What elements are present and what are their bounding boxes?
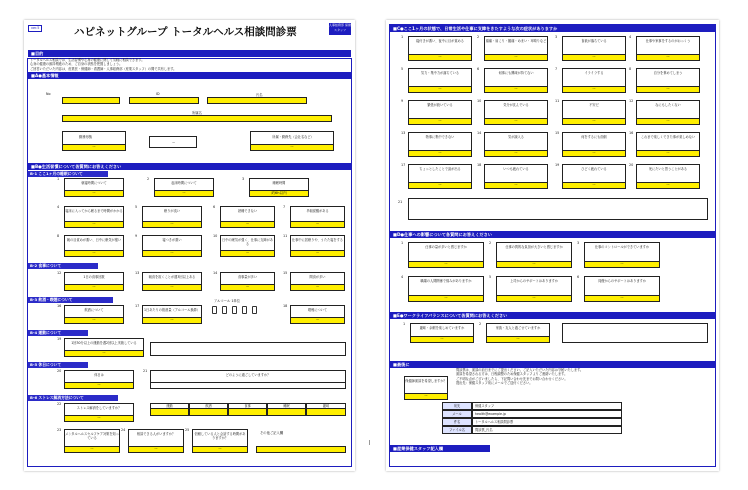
- b6-q25: 25 信頼している人と会話する時間がありますか？ ー: [192, 429, 248, 453]
- b1-q2-answer[interactable]: ー: [154, 190, 214, 197]
- d-q5-answer[interactable]: ー: [496, 295, 572, 302]
- no-label: No: [46, 92, 51, 96]
- b1-q3: 3 睡眠時間 約6h以内: [249, 178, 309, 197]
- c-q2: 2 頭痛・肩こり・腰痛・めまい・耳鳴りなど ー: [477, 35, 547, 59]
- d-q1: 1 仕事の量が多いと感じますか ー: [408, 242, 484, 268]
- contact-row: [442, 402, 622, 410]
- b2-q14: 14 食事量が多い ー: [220, 272, 275, 291]
- b3-q16-answer[interactable]: ー: [64, 317, 124, 324]
- version-tag: ver.5: [28, 25, 42, 32]
- b1-q1-answer[interactable]: ー: [64, 190, 124, 197]
- stress-cell[interactable]: [306, 408, 346, 416]
- b2-q13-answer[interactable]: ー: [142, 284, 202, 291]
- c-q19: 19 ひどく疲れている ー: [562, 164, 626, 189]
- d-q4: 4 職場の人間関係で悩みがありますか ー: [408, 276, 484, 302]
- d-q5: 5 上司からのサポートはありますか ー: [496, 276, 572, 302]
- b2-q12-answer[interactable]: ー: [64, 284, 124, 291]
- b1-q6-answer[interactable]: ー: [220, 221, 275, 228]
- page-title: ハピネットグループ トータルヘルス相談問診票: [74, 26, 297, 38]
- b1-q5: 5 眠りが浅い ー: [142, 206, 202, 228]
- b1-q9-answer[interactable]: ー: [142, 250, 202, 257]
- company-answer[interactable]: ー: [250, 144, 334, 151]
- section-b-header: ■B●生活習慣について各質問にお答えください: [28, 163, 351, 170]
- b3-q16: 16 飲酒について ー: [64, 305, 124, 324]
- b2-q14-answer[interactable]: ー: [220, 284, 275, 291]
- c-q11-answer[interactable]: ー: [562, 118, 626, 125]
- page-divider: [369, 440, 370, 445]
- b1-q8: 8 朝の目覚めが悪い、日中に眠気が強い ー: [64, 235, 124, 257]
- d-q3: 3 仕事のコントロールができていますか ー: [584, 242, 660, 268]
- b6-q25-answer[interactable]: ー: [192, 446, 248, 453]
- b2-q15-answer[interactable]: ー: [290, 284, 345, 291]
- e-q1: 1 趣味・余暇を楽しめていますか ー: [410, 323, 474, 343]
- page-2: [386, 20, 719, 471]
- c-q10: 10 気分が沈んでいる ー: [484, 100, 548, 125]
- b1-q3-answer[interactable]: 約6h以内: [249, 190, 309, 197]
- b5-q20: 20 休日は ー: [64, 370, 134, 389]
- contact-value: トータルヘルス相談問診票: [472, 418, 622, 426]
- c-q15: 15 何をするにも面倒 ー: [562, 132, 626, 157]
- contact-row: [442, 418, 622, 426]
- stress-cell[interactable]: [267, 408, 306, 416]
- c-q8-answer[interactable]: ー: [636, 86, 700, 93]
- stress-header: 飲酒: [189, 403, 228, 410]
- contact-value: 保健スタッフ: [472, 402, 622, 410]
- stress-cell[interactable]: [189, 408, 228, 416]
- purpose-header: ■目的: [28, 50, 351, 57]
- sub-b3-header: B-3 飲酒・喫煙について: [28, 297, 113, 303]
- b5-q21-answer[interactable]: [150, 382, 346, 389]
- d-q6: 6 同僚からのサポートはありますか ー: [584, 276, 660, 302]
- stress-method-cells: [150, 408, 346, 416]
- purpose-line: トータルヘルス相談では、生活習慣や心身の健康に関して気軽に相談できます。: [30, 58, 145, 62]
- staff-stamp: 人事総務部 保健スタッフ: [329, 23, 351, 35]
- b1-q1: 1 就寝時間について ー: [64, 178, 124, 197]
- c-q12-answer[interactable]: ー: [636, 118, 700, 125]
- c-q6-answer[interactable]: ー: [484, 86, 548, 93]
- staff-notes-header: ■産業保健スタッフ記入欄: [390, 445, 490, 452]
- contact-value: health@example.jp: [472, 410, 622, 418]
- b4-q19-answer[interactable]: ー: [64, 350, 144, 357]
- b1-q11: 11 仕事中に居眠りや、うたた寝をする ー: [290, 235, 345, 257]
- c-q10-answer[interactable]: ー: [484, 118, 548, 125]
- c-q7-answer[interactable]: ー: [562, 86, 626, 93]
- beer-icon: [212, 306, 217, 314]
- purpose-line: ご回答いただいた内容は、産業医・保健師・看護師・人事総務部（産業スタッフ）の間で共有します。: [30, 66, 177, 71]
- b2-q13: 13 朝食を抜くことが週3回以上ある ー: [142, 272, 202, 291]
- b1-q2: 2 起床時間について ー: [154, 178, 214, 197]
- b6-q24-answer[interactable]: ー: [128, 446, 184, 453]
- b6-q22-answer[interactable]: ー: [64, 415, 134, 422]
- b3-q18-answer[interactable]: ー: [290, 317, 345, 324]
- c-q14: 14 気が滅入る ー: [484, 132, 548, 157]
- sub-b5-header: B-5 休日について: [28, 362, 88, 368]
- c-q18-answer[interactable]: ー: [484, 182, 548, 189]
- d-q4-answer[interactable]: ー: [408, 295, 484, 302]
- b5-q20-answer[interactable]: ー: [64, 382, 134, 389]
- c-q7: 7 イライラする ー: [562, 68, 626, 93]
- id-label: ID: [156, 92, 160, 96]
- b6-q23: 23 メンタルヘルスセルフケア対策を知っている ー: [57, 428, 119, 451]
- e-q1-answer[interactable]: ー: [410, 336, 474, 343]
- c-q21-number: 21: [398, 200, 403, 204]
- b2-q15: 15 間食が多い ー: [290, 272, 345, 291]
- other-notes-field[interactable]: [256, 446, 346, 453]
- c-q20: 20 死にたいと思うことがある ー: [636, 164, 700, 189]
- f-question: 保健師面談を希望しますか？ ー: [404, 376, 448, 400]
- b1-q8-answer[interactable]: ー: [64, 250, 124, 257]
- c-q1: 1 寝付きが悪い、夜中に目が覚める ー: [408, 36, 472, 61]
- d-q1-answer[interactable]: ー: [408, 261, 484, 268]
- name-label: 氏名: [256, 93, 263, 97]
- contact-row: [442, 410, 622, 418]
- dept-label: 所属名: [192, 111, 202, 115]
- c-q16-answer[interactable]: ー: [636, 150, 700, 157]
- b1-q6: 6 熟睡できない ー: [220, 206, 275, 228]
- c-q1-answer[interactable]: ー: [408, 54, 472, 61]
- b1-q4-answer[interactable]: ー: [64, 221, 124, 228]
- b1-q4: 4 寝床に入ってから眠るまで時間がかかる ー: [57, 205, 123, 226]
- c-q6: 6 何事にも興味が持てない ー: [484, 68, 548, 93]
- b6-q22: 22 ストレス解消をしていますか？ ー: [64, 403, 134, 422]
- stress-header: 睡眠: [267, 403, 306, 410]
- b4-q19: 19 1回30分以上の運動を週2回以上実施している ー: [64, 338, 144, 357]
- b5-q21: 21 どのように過ごしていますか？: [150, 370, 346, 389]
- b1-q9: 9 寝つきが悪い ー: [142, 235, 202, 257]
- section-e-header: ■E●ワークライフバランスについて各質問にお答えください: [390, 312, 715, 319]
- b1-q7-answer[interactable]: ー: [290, 221, 345, 228]
- c-q8: 8 自分を責めてしまう ー: [636, 68, 700, 93]
- b6-q24: 24 相談できる人がいますか？ ー: [128, 429, 184, 453]
- b1-q5-answer[interactable]: ー: [142, 221, 202, 228]
- c-q5: 5 気力・集中力が落ちている ー: [408, 68, 472, 93]
- c-q9-answer[interactable]: ー: [408, 118, 472, 125]
- work-type-detail-value: ー: [172, 141, 176, 145]
- f-notes: [456, 368, 711, 386]
- b6-q23-answer[interactable]: ー: [64, 446, 120, 453]
- work-type-box: [62, 131, 126, 151]
- page-1: [24, 20, 355, 471]
- company-box: [250, 131, 334, 151]
- chuhai-icon: [252, 306, 257, 314]
- sub-b6-header: B-6 ストレス解消方法について: [28, 395, 118, 401]
- c-q3: 3 食欲が落ちている ー: [562, 36, 626, 61]
- id-field[interactable]: [129, 97, 199, 104]
- c-q13: 13 物事に集中できない ー: [408, 132, 472, 157]
- contact-key: ファイル名: [442, 426, 472, 434]
- work-type-detail: [149, 136, 197, 148]
- e-notes[interactable]: [562, 323, 708, 343]
- purpose-text: [30, 58, 350, 71]
- stress-header: 趣味: [306, 403, 346, 410]
- d-q3-answer[interactable]: ー: [584, 261, 660, 268]
- whisky-icon: [242, 306, 247, 314]
- e-q2-answer[interactable]: ー: [486, 336, 550, 343]
- d-q2-answer[interactable]: ー: [496, 261, 572, 268]
- c-q2-answer[interactable]: ー: [484, 54, 548, 61]
- c-q4-answer[interactable]: ー: [636, 54, 700, 61]
- purpose-line: 心身の健康の維持増進のため、ご自身の状態を把握しましょう。: [30, 62, 123, 67]
- f-note-line: ご不明な点がございましたら、下記問い合わせ先までお問い合わせください。: [456, 376, 568, 381]
- b3-q17-answer[interactable]: ー: [142, 317, 202, 324]
- work-type-label: 勤務形態: [79, 135, 93, 139]
- c-q14-answer[interactable]: ー: [484, 150, 548, 157]
- section-d-header: ■D●仕事への影響について各質問にお答えください: [390, 231, 715, 238]
- alcohol-label: アルコール 1単位: [214, 299, 241, 303]
- work-type-answer[interactable]: ー: [62, 144, 126, 151]
- contact-key: 宛先: [442, 402, 472, 410]
- contact-row: [442, 426, 622, 434]
- b3-q18: 18 喫煙について ー: [290, 305, 345, 324]
- company-label: 所属・勤務先（会社名など）: [272, 135, 314, 139]
- c-q12: 12 なにもしたくない ー: [636, 100, 700, 125]
- section-a-header: ■A●基本情報: [28, 72, 351, 79]
- b3-q17: 17 1日あたりの飲酒量（アルコール換算） ー: [135, 304, 201, 322]
- contact-key: メール: [442, 410, 472, 418]
- c-free-text[interactable]: [408, 198, 708, 220]
- d-q2: 2 仕事の質的な負担が大きいと感じますか ー: [496, 242, 572, 268]
- stress-cell[interactable]: [150, 408, 189, 416]
- wine-icon: [232, 306, 237, 314]
- dept-field[interactable]: [62, 115, 332, 122]
- c-q4: 4 仕事や家事をするのがおっくう ー: [636, 36, 700, 61]
- e-q2: 2 家族・友人と過ごせていますか ー: [486, 323, 550, 343]
- c-q17: 17 ちょっとしたことで涙が出る ー: [408, 164, 472, 189]
- f-answer[interactable]: ー: [404, 393, 448, 400]
- b1-q7: 7 早朝覚醒がある ー: [290, 206, 345, 228]
- c-q5-answer[interactable]: ー: [408, 86, 472, 93]
- name-field[interactable]: [207, 97, 307, 104]
- sub-b4-header: B-4 運動について: [28, 330, 88, 336]
- c-q15-answer[interactable]: ー: [562, 150, 626, 157]
- b2-q12: 12 1日の食事回数 ー: [64, 272, 124, 291]
- stress-cell[interactable]: [228, 408, 267, 416]
- c-q16: 16 これまで楽しくできた事が楽しめない ー: [636, 132, 700, 157]
- c-q13-answer[interactable]: ー: [408, 150, 472, 157]
- contact-key: 件名: [442, 418, 472, 426]
- c-q9: 9 緊張が続いている ー: [408, 100, 472, 125]
- b4-notes[interactable]: [150, 342, 346, 356]
- sake-icon: [222, 306, 227, 314]
- stress-header: 運動: [150, 403, 189, 410]
- b1-q11-answer[interactable]: ー: [290, 250, 345, 257]
- f-note-line: 問診票は、面談の前日までにご提出ください。ご記入いただいた内容は守秘いたします。: [456, 368, 584, 372]
- c-q18: 18 いつも疲れている ー: [484, 164, 548, 189]
- c-q19-answer[interactable]: ー: [562, 182, 626, 189]
- section-f-header: ■最後に: [390, 361, 715, 368]
- sub-b2-header: B-2 食事について: [28, 263, 98, 269]
- contact-value: 問診票_氏名: [472, 426, 622, 434]
- f-note-line: 提出先：保健スタッフ宛にメールでご送付ください。: [456, 381, 533, 386]
- c-q20-answer[interactable]: ー: [636, 182, 700, 189]
- sub-b1-header: B-1 ここ1ヶ月の睡眠について: [28, 171, 108, 177]
- c-q3-answer[interactable]: ー: [562, 54, 626, 61]
- c-q11: 11 不安だ ー: [562, 100, 626, 125]
- b1-q10: 10 日中の眠気が強く、仕事に支障がある ー: [220, 235, 275, 257]
- other-notes-label: その他ご記入欄: [260, 431, 284, 435]
- c-q17-answer[interactable]: ー: [408, 182, 472, 189]
- no-field[interactable]: [62, 97, 120, 104]
- d-q6-answer[interactable]: ー: [584, 295, 660, 302]
- b1-q10-answer[interactable]: ー: [220, 250, 275, 257]
- f-note-line: 面談を希望される方は、日程調整のため保健スタッフよりご連絡いたします。: [456, 372, 568, 377]
- section-c-header: ■C●ここ1ヶ月の状態で、日常生活や仕事に支障をきたすような次の症状がありますか: [390, 25, 715, 32]
- stress-header: 食事: [228, 403, 267, 410]
